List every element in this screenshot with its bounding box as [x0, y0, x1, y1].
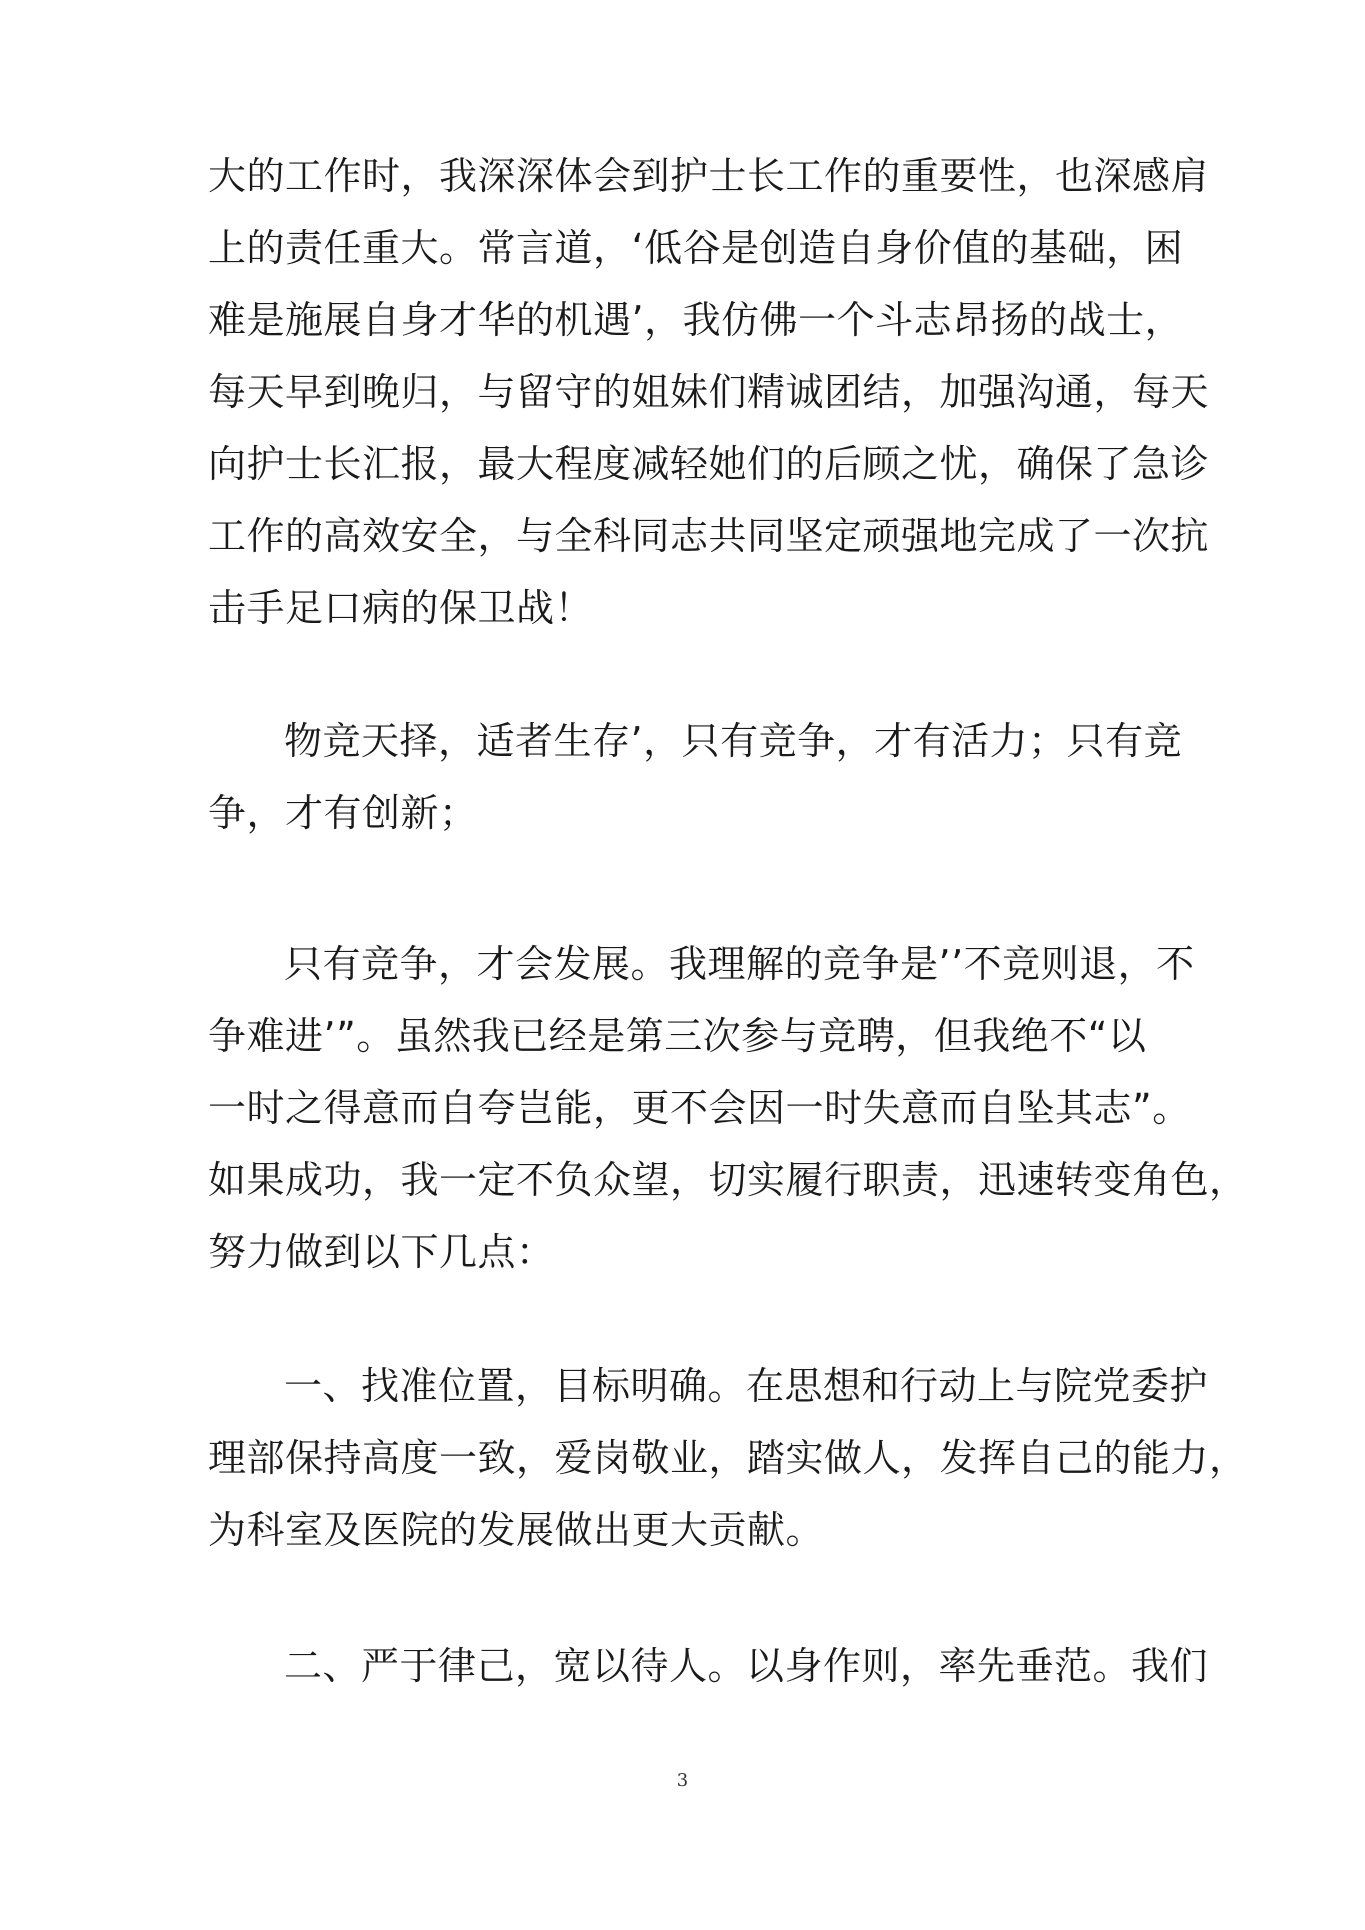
text-line: 争难进’”。虽然我已经是第三次参与竞聘，但我绝不“以	[208, 1014, 1147, 1058]
text-line: 争，才有创新；	[208, 791, 478, 835]
text-line: 二、严于律己，宽以待人。以身作则，率先垂范。我们	[284, 1644, 1209, 1688]
paragraph-point-two	[208, 1630, 1209, 1702]
page-number: 3	[676, 1770, 689, 1791]
text-line: 理部保持高度一致，爱岗敬业，踏实做人，发挥自己的能力，	[208, 1436, 1248, 1480]
text-line: 向护士长汇报，最大程度减轻她们的后顾之忧，确保了急诊	[208, 442, 1210, 486]
text-line: 如果成功，我一定不负众望，切实履行职责，迅速转变角色，	[208, 1158, 1248, 1202]
text-line: 难是施展自身才华的机遇’，我仿佛一个斗志昂扬的战士，	[208, 298, 1184, 342]
text-line: 物竞天择，适者生存’，只有竞争，才有活力；只有竞	[284, 719, 1183, 763]
text-line: 只有竞争，才会发展。我理解的竞争是’’不竞则退，不	[284, 942, 1195, 986]
text-line: 大的工作时，我深深体会到护士长工作的重要性，也深感肩	[208, 154, 1210, 198]
paragraph-nurse-duty	[208, 140, 1210, 644]
text-line: 击手足口病的保卫战！	[208, 586, 594, 630]
paragraph-point-one	[208, 1350, 1248, 1566]
text-line: 努力做到以下几点：	[208, 1230, 555, 1274]
paragraph-commitment	[208, 928, 1248, 1288]
text-line: 上的责任重大。常言道，‘低谷是创造自身价值的基础，困	[208, 226, 1184, 270]
text-line: 每天早到晚归，与留守的姐妹们精诚团结，加强沟通，每天	[208, 370, 1210, 414]
text-line: 工作的高效安全，与全科同志共同坚定顽强地完成了一次抗	[208, 514, 1210, 558]
text-line: 一时之得意而自夸岂能，更不会因一时失意而自坠其志”。	[208, 1086, 1191, 1130]
text-line: 为科室及医院的发展做出更大贡献。	[208, 1508, 825, 1552]
text-line: 一、找准位置，目标明确。在思想和行动上与院党委护	[284, 1364, 1209, 1408]
paragraph-competition	[208, 705, 1183, 849]
